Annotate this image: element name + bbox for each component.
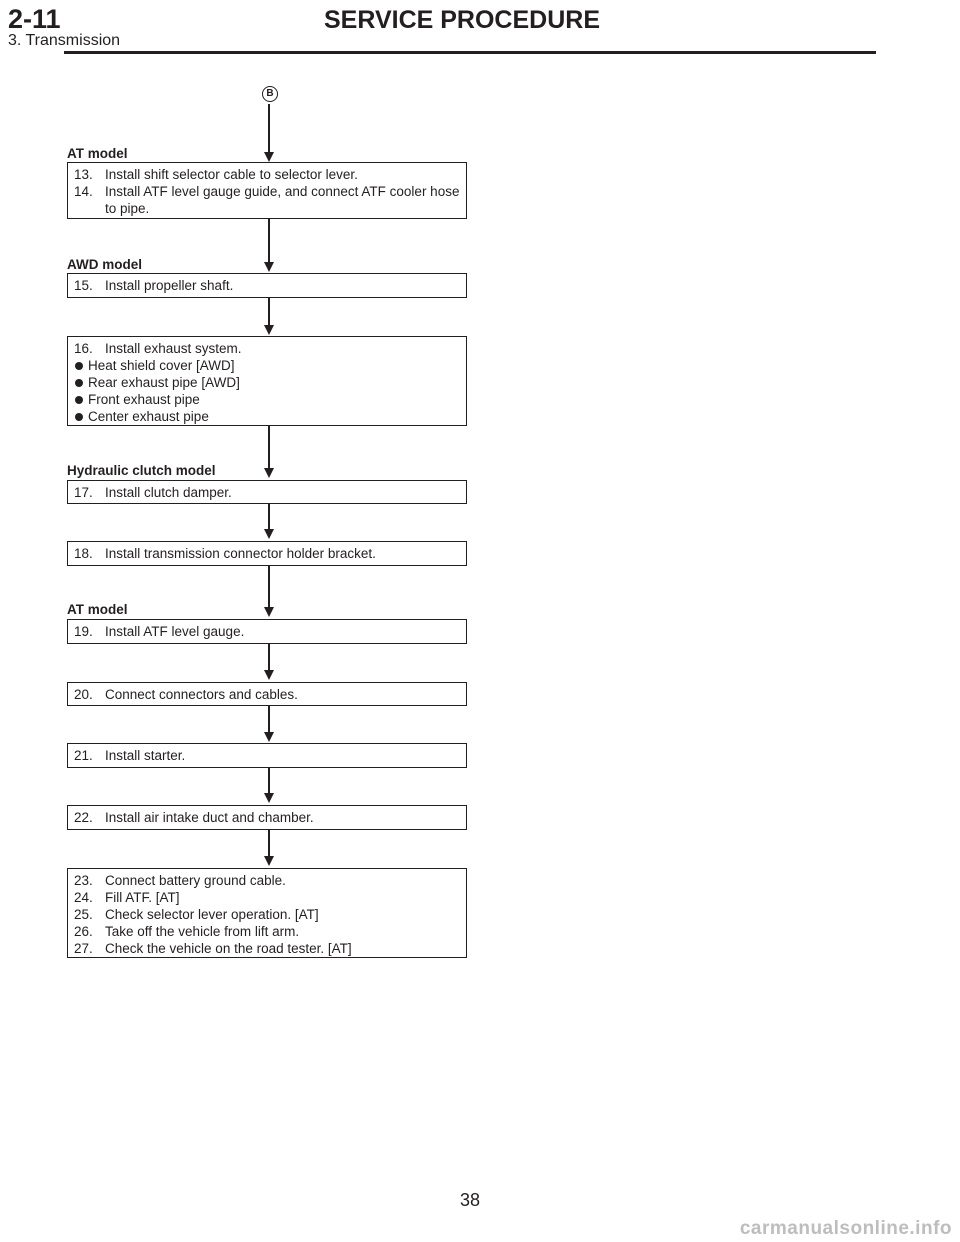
step-text: Connect battery ground cable. (105, 873, 286, 888)
bullet-icon (75, 362, 83, 370)
step-text: Check the vehicle on the road tester. [AT] (105, 941, 352, 956)
flow-line (268, 566, 270, 608)
step-box-19 (67, 619, 467, 644)
flow-arrow-icon (264, 607, 274, 617)
step-box-15 (67, 273, 467, 298)
step-box-16 (67, 336, 467, 426)
label-awd-model: AWD model (67, 257, 143, 272)
step-box-17 (67, 480, 467, 504)
flow-line (268, 426, 270, 469)
step-text: Install starter. (105, 748, 186, 763)
step-number: 25. (74, 907, 93, 922)
flow-arrow-icon (264, 468, 274, 478)
flow-arrow-icon (264, 325, 274, 335)
step-24 (74, 889, 460, 906)
bullet-text: Front exhaust pipe (88, 392, 200, 407)
step-box-22 (67, 805, 467, 830)
step-box-13-14 (67, 162, 467, 219)
section-code: 2-11 (8, 4, 61, 34)
step-23 (74, 872, 460, 889)
step-box-18 (67, 541, 467, 566)
flow-line (268, 768, 270, 794)
step-15 (74, 277, 460, 294)
step-box-20 (67, 682, 467, 706)
step-number: 18. (74, 546, 93, 561)
bullet-icon (75, 413, 83, 421)
page-title: SERVICE PROCEDURE (324, 6, 600, 34)
bullet-icon (75, 379, 83, 387)
step-16 (74, 340, 460, 357)
step-text: Fill ATF. [AT] (105, 890, 180, 905)
step-text: Install clutch damper. (105, 485, 232, 500)
section-subtitle: 3. Transmission (8, 32, 121, 49)
step-number: 27. (74, 941, 93, 956)
bullet-text: Heat shield cover [AWD] (88, 358, 235, 373)
flow-arrow-icon (264, 529, 274, 539)
page-number: 38 (459, 1190, 481, 1210)
step-number: 20. (74, 687, 93, 702)
flow-line (268, 219, 270, 263)
step-number: 26. (74, 924, 93, 939)
flow-arrow-icon (264, 670, 274, 680)
bullet-text: Center exhaust pipe (88, 409, 209, 424)
step-text: Install exhaust system. (105, 341, 242, 356)
step-21 (74, 747, 460, 764)
connector-b-icon: B (262, 86, 278, 102)
step-number: 23. (74, 873, 93, 888)
flow-line (268, 830, 270, 857)
flow-line (268, 504, 270, 530)
bullet-text: Rear exhaust pipe [AWD] (88, 375, 240, 390)
flow-arrow-icon (264, 732, 274, 742)
step-14 (74, 183, 460, 217)
step-text: Connect connectors and cables. (105, 687, 298, 702)
step-13 (74, 166, 460, 183)
bullet-item (74, 374, 460, 391)
step-text: Install propeller shaft. (105, 278, 234, 293)
step-text: Install transmission connector holder bracket. (105, 546, 376, 561)
step-number: 21. (74, 748, 93, 763)
step-number: 15. (74, 278, 93, 293)
step-number: 22. (74, 810, 93, 825)
flow-arrow-icon (264, 152, 274, 162)
flow-arrow-icon (264, 856, 274, 866)
step-number: 14. (74, 184, 93, 199)
step-box-21 (67, 743, 467, 768)
step-text: Install air intake duct and chamber. (105, 810, 314, 825)
step-number: 16. (74, 341, 93, 356)
step-20 (74, 686, 460, 703)
step-text: Install ATF level gauge. (105, 624, 245, 639)
step-26 (74, 923, 460, 940)
header-rule (64, 51, 876, 54)
bullet-item (74, 391, 460, 408)
flow-line (268, 298, 270, 326)
flow-line (268, 644, 270, 672)
bullet-icon (75, 396, 83, 404)
step-27 (74, 940, 460, 957)
step-box-23-27 (67, 868, 467, 958)
footer-watermark: carmanualsonline.info (739, 1218, 952, 1239)
step-17 (74, 484, 460, 501)
flow-line (268, 104, 270, 152)
step-19 (74, 623, 460, 640)
step-25 (74, 906, 460, 923)
step-text: Install ATF level gauge guide, and connect ATF cooler hose to pipe. (105, 184, 460, 216)
flow-line (268, 706, 270, 733)
step-number: 17. (74, 485, 93, 500)
label-at-model: AT model (67, 146, 128, 161)
label-hydraulic-clutch-model: Hydraulic clutch model (67, 463, 216, 478)
step-number: 19. (74, 624, 93, 639)
flow-arrow-icon (264, 262, 274, 272)
step-text: Check selector lever operation. [AT] (105, 907, 319, 922)
label-at-model: AT model (67, 602, 128, 617)
step-22 (74, 809, 460, 826)
step-18 (74, 545, 460, 562)
bullet-item (74, 408, 460, 425)
step-text: Take off the vehicle from lift arm. (105, 924, 300, 939)
flow-arrow-icon (264, 793, 274, 803)
bullet-item (74, 357, 460, 374)
step-number: 13. (74, 167, 93, 182)
step-text: Install shift selector cable to selector lever. (105, 167, 358, 182)
step-number: 24. (74, 890, 93, 905)
